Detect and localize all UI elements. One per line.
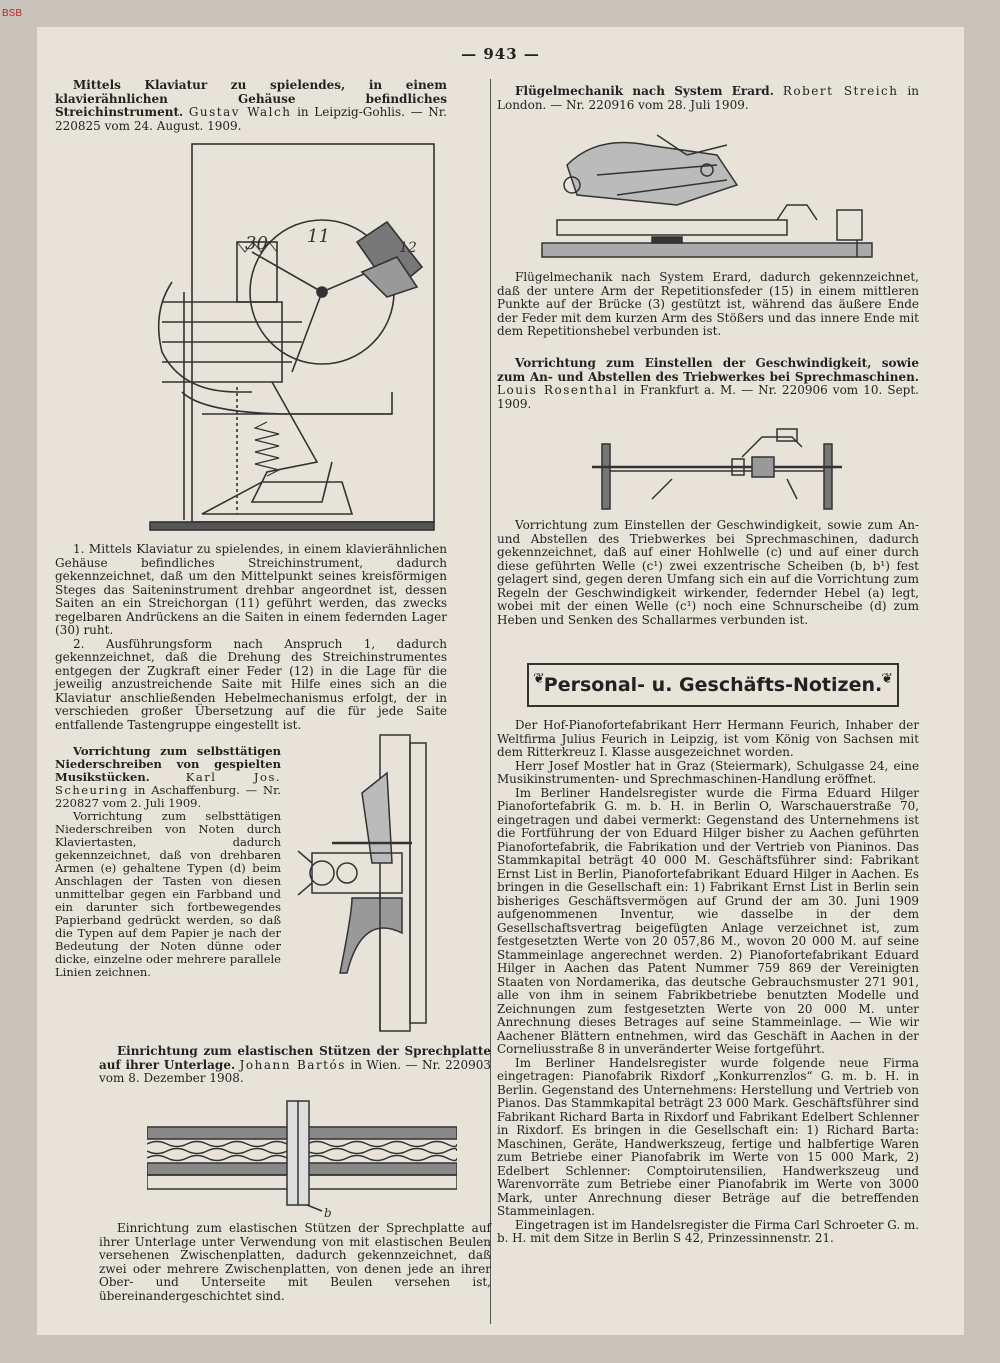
notice-item: Im Berliner Handelsregister wurde die Firma Eduard Hilger Pianofortefabrik G. m. b. H. in Berlin O, Warschauerstraße 70, eingetragen und dabei vermerkt: Gegenstand des Unternehmens ist die Fortführung der von Eduard Hilger bisher zu Aachen geführten Pianofortefabrik, die Fabrikation und der Vertrieb von Pianinos. Das Stammkapital beträgt 40 000 M. Geschäftsführer sind: Fabrikant Ernst List in Berlin, Pianofortefabrikant Eduard Hilger in Aachen. Es bringen in die Gesellschaft ein: 1) Fabrikant Ernst List in Berlin sein bisheriges Geschäftsvermögen auf Grund der am 30. Juni 1909 aufgenommenen Inventur, wie dasselbe in der dem Gesellschaftsvertrag beigefügten Anlage verzeichnet ist, zum festgesetzten Werte von 20 057,86 M., wovon 20 000 M. auf seine Stammeinlage angerechnet werden. 2) Pianofortefabrikant Eduard Hilger in Aachen das Patent Nummer 759 869 der Vereinigten Staaten von Nordamerika, das deutsche Gebrauchsmuster 271 901, alle von ihm in seinem Fabrikbetriebe benutzten Modelle und Zeichnungen zum festgesetzten Werte von 20 000 M. unter Anrechnung dieses Betrages auf seine Stammeinlage. — Wie wir Aachener Blättern entnehmen, wird das Geschäft in Aachen in der Corneliusstraße 8 in unveränderter Weise fortgeführt. — [497, 785, 919, 1056]
article-meta: in Leipzig-Gohlis. — Nr. 220825 vom 24. August. 1909. — [55, 105, 447, 133]
page-number: — 943 — — [461, 45, 540, 63]
article-streichinstrument-claims — [55, 543, 447, 732]
article-title: Vorrichtung zum selbsttätigen Niederschreiben von gespielten Musikstücken. — [55, 744, 281, 784]
article-body: Einrichtung zum elastischen Stützen der Sprechplatte auf ihrer Unterlage unter Verwendung von mit elastischen Beulen versehenen Zwischenplatten, dadurch gekennzeichnet, daß zwei oder mehrere Zwischenplatten, von denen jede an ihrer Ober- und Unterseite mit Beulen versehen ist, übereinandergeschichtet sind. — [99, 1221, 491, 1303]
article-notenschreiber — [55, 745, 281, 979]
article-body: Vorrichtung zum selbsttätigen Niederschreiben von Noten durch Klaviertasten, dadurch gekennzeichnet, daß von drehbaren Armen (e) gehaltene Typen (d) beim Anschlagen der Tasten von diesen unmittelbar gegen ein Farbband und ein darunter sich fortbewegendes Papierband gedrückt werden, so daß die Typen auf dem Papier je nach der Bedeutung der Noten dünne oder dicke, einzelne oder mehrere parallele Linien zeichnen. — [55, 809, 281, 979]
article-author: Karl Jos. Scheuring — [55, 770, 282, 797]
ornament-left-icon: ❦ — [533, 671, 545, 687]
article-title: Flügelmechanik nach System Erard. — [515, 84, 774, 98]
notice-item: Der Hof-Pianofortefabrikant Herr Hermann Feurich, Inhaber der Weltfirma Julius Feurich in Leipzig, ist vom König von Sachsen mit dem Ritterkreuz I. Klasse ausgezeichnet worden. — [497, 718, 919, 759]
article-author: Johann Bartós — [239, 1057, 346, 1072]
section-banner-title: Personal- u. Geschäfts-Notizen. — [543, 674, 883, 696]
article-erard-header — [497, 85, 919, 112]
figure-sprechplatte — [147, 1099, 457, 1219]
article-meta: in London. — Nr. 220916 vom 28. Juli 1909. — [497, 84, 919, 112]
article-author: Gustav Walch — [188, 105, 292, 119]
figure-streichinstrument — [142, 142, 442, 534]
figure-erard-mechanik — [537, 125, 877, 265]
article-author: Louis Rosenthal — [497, 383, 619, 397]
claim-1: 1. Mittels Klaviatur zu spielendes, in einem klavierähnlichen Gehäuse befindliches Streichinstrument, dadurch gekennzeichnet, daß um den Mittelpunkt seines kreisförmigen Steges das Saiteninstrument drehbar angeordnet ist, dessen Saiten an ein Streichorgan (11) geführt werden, das zwecks regelbaren Andrückens an die Saiten in einem federnden Lager (30) ruht. — [55, 542, 447, 637]
article-erard-body — [497, 271, 919, 339]
article-meta: in Frankfurt a. M. — Nr. 220906 vom 10. Sept. 1909. — [497, 383, 919, 411]
fig-label-30: 30 — [245, 233, 268, 254]
notice-item: Herr Josef Mostler hat in Graz (Steiermark), Schulgasse 24, eine Musikinstrumenten- und Sprechmaschinen-Handlung eröffnet. — [497, 758, 919, 786]
notice-item: Im Berliner Handelsregister wurde folgende neue Firma eingetragen: Pianofabrik Rixdorf „Konkurrenzlos“ G. m. b. H. in Berlin. Gegenstand des Unternehmens: Herstellung und Vertrieb von Pianos. Das Stammkapital beträgt 23 000 Mark. Geschäftsführer sind Fabrikant Richard Barta in Rixdorf und Fabrikant Edelbert Schlenner in Rixdorf. Es bringen in die Gesellschaft ein: 1) Richard Barta: Maschinen, Geräte, Handwerkszeug, fertige und halbfertige Waren zum Betriebe einer Pianofabrik im Werte von 15 000 Mark, 2) Edelbert Schlenner: Comptoirutensilien, Handwerkszeug und Warenvorräte zum Betriebe einer Pianofabrik im Werte von 3000 Mark, unter Anrechnung dieser Beträge auf die betreffenden Stammeinlagen. — [497, 1055, 919, 1218]
article-sprechplatte-header — [99, 1045, 491, 1086]
article-meta: in Aschaffenburg. — Nr. 220827 vom 2. Juli 1909. — [55, 783, 281, 810]
library-mark: BSB — [2, 8, 23, 19]
notices-list — [497, 719, 919, 1246]
article-title: Mittels Klaviatur zu spielendes, in einem klavierähnlichen Gehäuse befindliches Streichinstrument. — [55, 78, 447, 119]
article-title: Vorrichtung zum Einstellen der Geschwindigkeit, sowie zum An- und Abstellen des Triebwerkes bei Sprechmaschinen. — [497, 356, 919, 384]
article-meta: in Wien. — Nr. 220903 vom 8. Dezember 1908. — [99, 1057, 491, 1085]
fig-label-12: 12 — [399, 240, 417, 256]
article-body: Vorrichtung zum Einstellen der Geschwindigkeit, sowie zum An- und Abstellen des Triebwerkes bei Sprechmaschinen, dadurch gekennzeichnet, daß auf einer Hohlwelle (c) und auf einer durch diese geführten Welle (c¹) zwei exzentrische Scheiben (b, b¹) fest gelagert sind, gegen deren Umfang sich ein auf die Vorrichtung zum Regeln der Geschwindigkeit wirkender, federnder Hebel (a) legt, wobei mit der einen Welle (c¹) noch eine Schnurscheibe (d) zum Heben und Senken des Schallarmes verbunden ist. — [497, 518, 919, 627]
section-banner — [527, 663, 899, 707]
article-geschwindigkeit-header — [497, 357, 919, 411]
article-streichinstrument-header — [55, 79, 447, 133]
article-body: Flügelmechanik nach System Erard, dadurch gekennzeichnet, daß der untere Arm der Repetitionsfeder (15) in einem mittleren Punkte auf der Brücke (3) gestützt ist, während das äußere Ende der Feder mit dem kurzen Arm des Stößers und das innere Ende mit dem Repetitionshebel verbunden ist. — [497, 270, 919, 338]
claim-2: 2. Ausführungsform nach Anspruch 1, dadurch gekennzeichnet, daß die Drehung des Streichinstrumentes entgegen der Zugkraft einer Feder (12) in die Lage für die jeweilig anzustreichende Saite mit Hilfe eines sich an die Klaviatur anschließenden Hebelmechanismus erfolgt, der in verschieden großer Übersetzung auf die für jede Saite entfallende Tastengruppe eingestellt ist. — [55, 636, 447, 732]
column-divider — [490, 79, 491, 1324]
fig-label-11: 11 — [307, 226, 330, 247]
newspaper-page — [37, 27, 964, 1335]
ornament-right-icon: ❦ — [881, 671, 893, 687]
figure-notenschreiber — [292, 733, 432, 1033]
article-sprechplatte-body — [99, 1222, 491, 1303]
article-author: Robert Streich — [782, 84, 899, 98]
notice-item: Eingetragen ist im Handelsregister die Firma Carl Schroeter G. m. b. H. mit dem Sitze in Berlin S 42, Prinzessinnenstr. 21. — [497, 1217, 919, 1245]
article-title: Einrichtung zum elastischen Stützen der Sprechplatte auf ihrer Unterlage. — [99, 1044, 491, 1072]
figure-geschwindigkeit — [592, 419, 842, 514]
article-geschwindigkeit-body — [497, 519, 919, 627]
fig-label-b: b — [324, 1206, 332, 1219]
